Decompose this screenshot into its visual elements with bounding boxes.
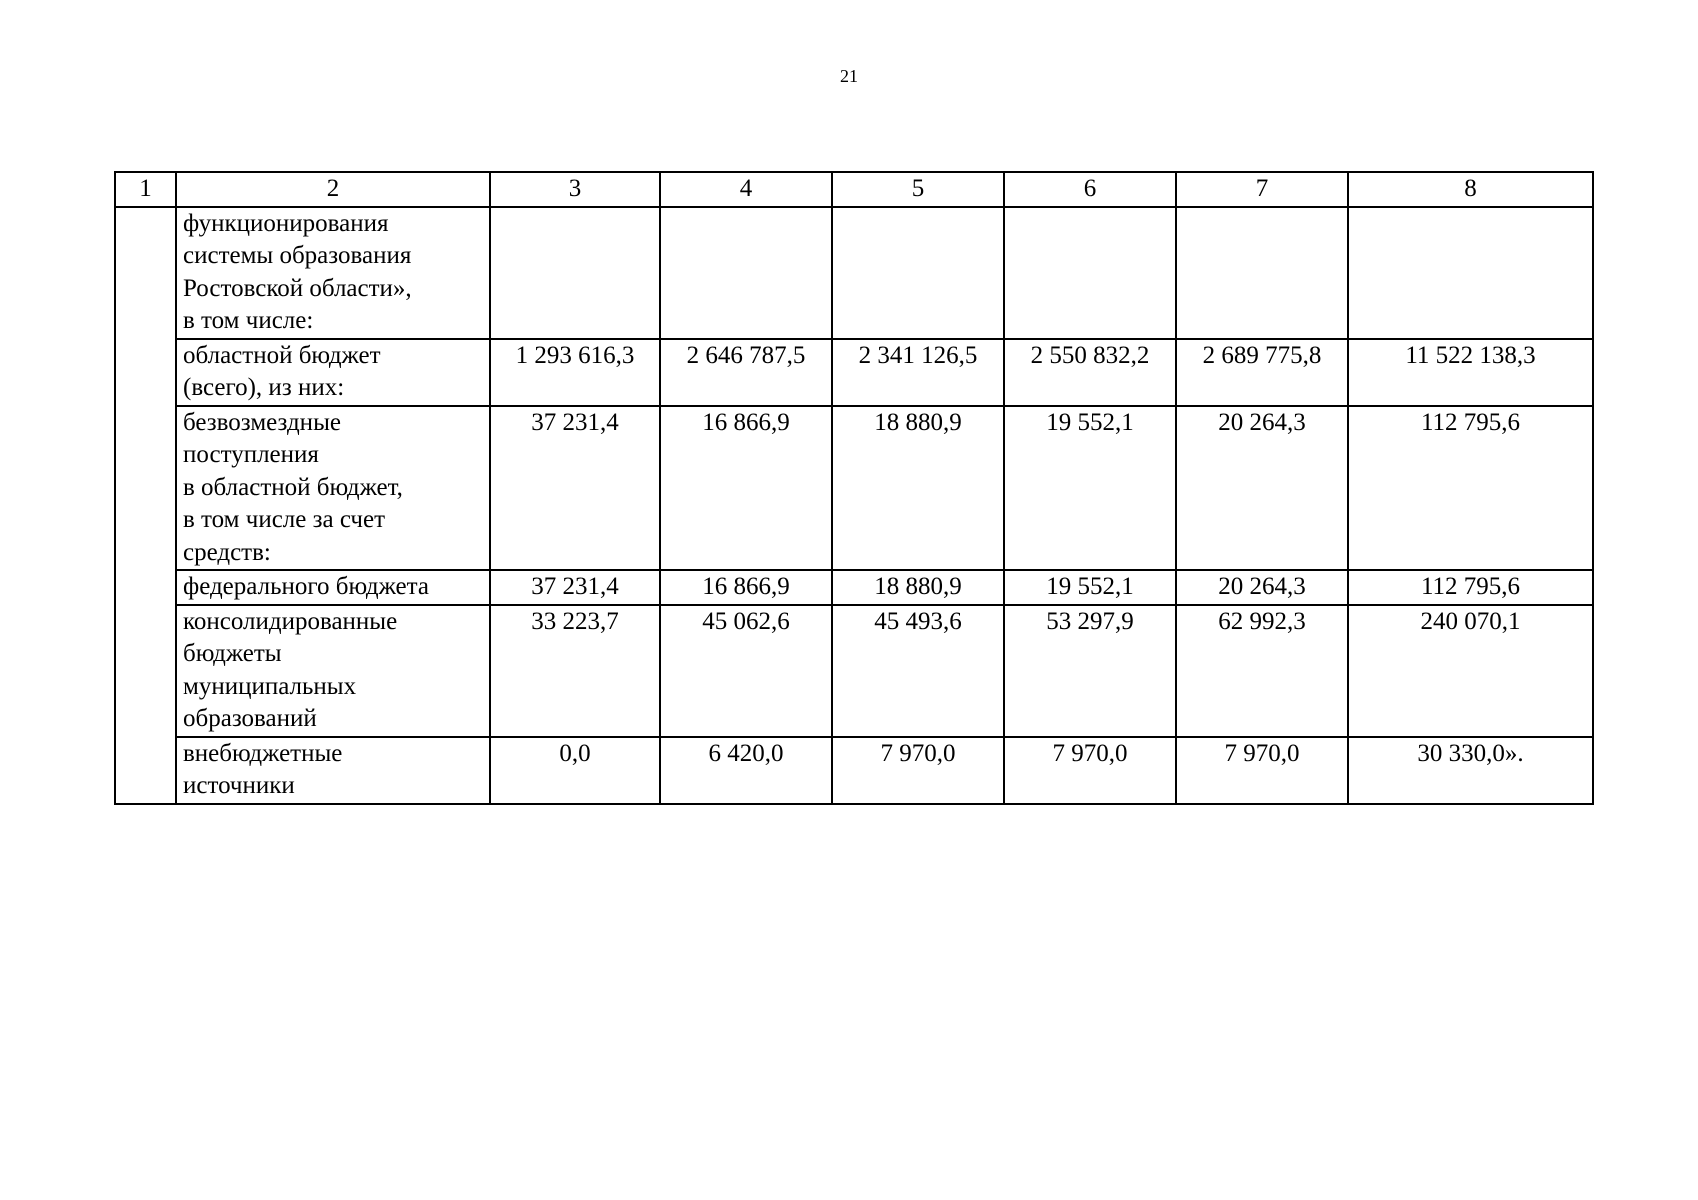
value-cell: 112 795,6 <box>1348 406 1593 571</box>
value-cell: 20 264,3 <box>1176 570 1348 605</box>
value-cell: 0,0 <box>490 737 660 804</box>
value-cell: 18 880,9 <box>832 570 1004 605</box>
row-label: функционирования системы образования Ростовской области», в том числе: <box>176 207 490 339</box>
value-cell: 7 970,0 <box>1176 737 1348 804</box>
row-number-cell <box>115 207 176 804</box>
page-number: 21 <box>840 66 858 86</box>
value-cell: 53 297,9 <box>1004 605 1176 737</box>
value-cell: 7 970,0 <box>1004 737 1176 804</box>
value-cell: 112 795,6 <box>1348 570 1593 605</box>
value-cell <box>1348 207 1593 339</box>
value-cell: 6 420,0 <box>660 737 832 804</box>
column-header: 7 <box>1176 172 1348 207</box>
row-label: областной бюджет (всего), из них: <box>176 339 490 406</box>
table-row <box>115 570 1593 605</box>
column-number-row <box>115 172 1593 207</box>
value-cell: 37 231,4 <box>490 406 660 571</box>
value-cell: 2 689 775,8 <box>1176 339 1348 406</box>
column-header: 8 <box>1348 172 1593 207</box>
column-header: 5 <box>832 172 1004 207</box>
value-cell: 45 493,6 <box>832 605 1004 737</box>
row-label: безвозмездные поступления в областной бюджет, в том числе за счет средств: <box>176 406 490 571</box>
column-header: 6 <box>1004 172 1176 207</box>
value-cell: 45 062,6 <box>660 605 832 737</box>
value-cell: 33 223,7 <box>490 605 660 737</box>
table-row <box>115 737 1593 804</box>
value-cell <box>1176 207 1348 339</box>
table-row <box>115 339 1593 406</box>
table-row <box>115 207 1593 339</box>
value-cell: 1 293 616,3 <box>490 339 660 406</box>
row-label: консолидированные бюджеты муниципальных образований <box>176 605 490 737</box>
value-cell: 11 522 138,3 <box>1348 339 1593 406</box>
value-cell: 16 866,9 <box>660 570 832 605</box>
budget-table <box>114 171 1594 805</box>
column-header: 3 <box>490 172 660 207</box>
value-cell: 19 552,1 <box>1004 570 1176 605</box>
value-cell <box>660 207 832 339</box>
value-cell: 30 330,0». <box>1348 737 1593 804</box>
value-cell: 240 070,1 <box>1348 605 1593 737</box>
value-cell: 62 992,3 <box>1176 605 1348 737</box>
value-cell: 37 231,4 <box>490 570 660 605</box>
table-row <box>115 406 1593 571</box>
row-label: внебюджетные источники <box>176 737 490 804</box>
value-cell <box>490 207 660 339</box>
value-cell <box>1004 207 1176 339</box>
value-cell: 2 341 126,5 <box>832 339 1004 406</box>
value-cell: 2 550 832,2 <box>1004 339 1176 406</box>
value-cell <box>832 207 1004 339</box>
table-row <box>115 605 1593 737</box>
value-cell: 16 866,9 <box>660 406 832 571</box>
value-cell: 7 970,0 <box>832 737 1004 804</box>
value-cell: 20 264,3 <box>1176 406 1348 571</box>
value-cell: 18 880,9 <box>832 406 1004 571</box>
column-header: 1 <box>115 172 176 207</box>
value-cell: 19 552,1 <box>1004 406 1176 571</box>
value-cell: 2 646 787,5 <box>660 339 832 406</box>
column-header: 4 <box>660 172 832 207</box>
column-header: 2 <box>176 172 490 207</box>
row-label: федерального бюджета <box>176 570 490 605</box>
